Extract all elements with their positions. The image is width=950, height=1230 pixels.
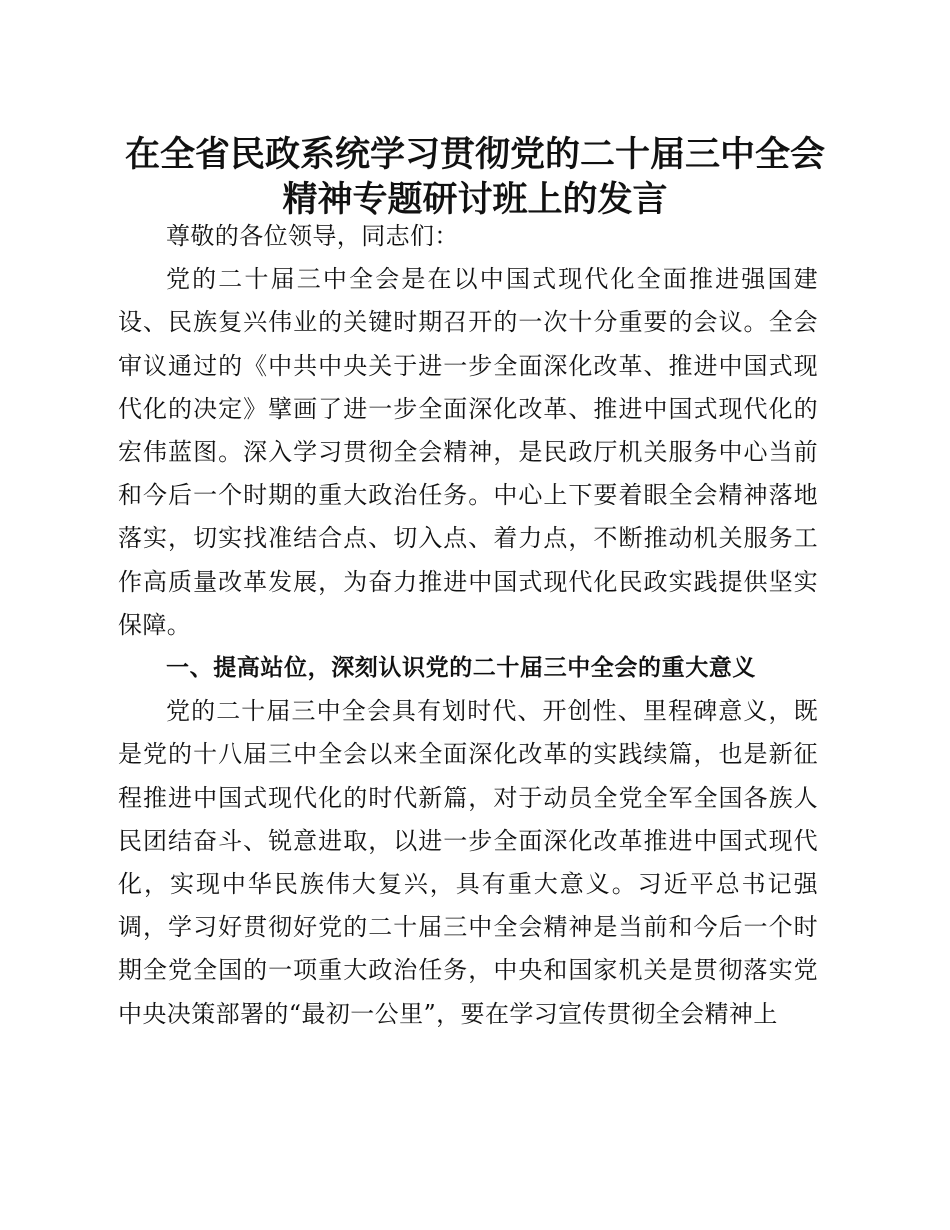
document-title-line-2: 精神专题研讨班上的发言 [282, 179, 668, 220]
section-heading-1: 一、提高站位，深刻认识党的二十届三中全会的重大意义 [166, 655, 756, 682]
document-title-line-1: 在全省民政系统学习贯彻党的二十届三中全会 [124, 134, 825, 175]
paragraph-section-1: 党的二十届三中全会具有划时代、开创性、里程碑意义，既是党的十八届三中全会以来全面深化改革的实践续篇，也是新征程推进中国式现代化的时代新篇，对于动员全党全军全国各族人民团结奋斗、锐意进取，以进一步全面深化改革推进中国式现代化，实现中华民族伟大复兴，具有重大意义。习近平总书记强调，学习好贯彻好党的二十届三中全会精神是当前和今后一个时期全党全国的一项重大政治任务，中央和国家机关是贯彻落实党中央决策部署的“最初一公里”，要在学习宣传贯彻全会精神上 [118, 697, 818, 1028]
paragraph-intro: 党的二十届三中全会是在以中国式现代化全面推进强国建设、民族复兴伟业的关键时期召开的一次十分重要的会议。全会审议通过的《中共中央关于进一步全面深化改革、推进中国式现代化的决定》擘画了进一步全面深化改革、推进中国式现代化的宏伟蓝图。深入学习贯彻全会精神，是民政厅机关服务中心当前和今后一个时期的重大政治任务。中心上下要着眼全会精神落地落实，切实找准结合点、切入点、着力点，不断推动机关服务工作高质量改革发展，为奋力推进中国式现代化民政实践提供坚实保障。 [118, 265, 818, 639]
salutation: 尊敬的各位领导，同志们： [166, 222, 459, 250]
document-body [118, 215, 818, 1036]
